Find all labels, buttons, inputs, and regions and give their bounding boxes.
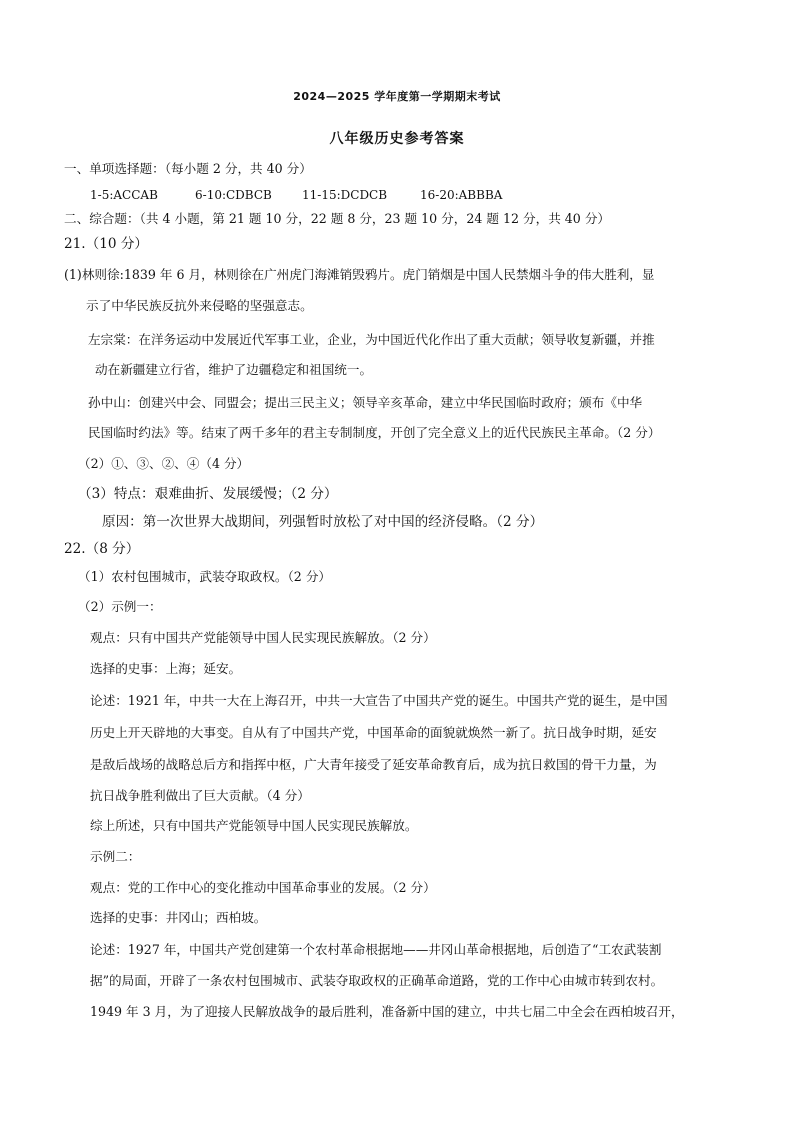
q22-number: 22.（8 分） [64,541,140,557]
q21-p1-line3: 左宗棠：在洋务运动中发展近代军事工业，企业，为中国近代化作出了重大贡献；领导收复新疆，并推 [88,332,655,347]
mc-answer-6-10: 6-10:CDBCB [195,188,272,202]
q22-ex2-view: 观点：党的工作中心的变化推动中国革命事业的发展。（2 分） [90,880,436,895]
q21-p3-line2: 原因：第一次世界大战期间，列强暂时放松了对中国的经济侵略。（2 分） [102,514,544,530]
q21-p1-line5: 孙中山：创建兴中会、同盟会；提出三民主义；领导辛亥革命，建立中华民国临时政府；颁布《中华 [88,395,643,410]
exam-title: 2024—2025 学年度第一学期期末考试 [293,90,501,103]
q22-ex1-conclusion: 综上所述，只有中国共产党能领导中国人民实现民族解放。 [90,818,418,833]
q22-ex2-facts: 选择的史事：井冈山；西柏坡。 [90,910,267,925]
q22-ex1-view: 观点：只有中国共产党能领导中国人民实现民族解放。（2 分） [90,630,436,645]
q22-ex1-line4: 抗日战争胜利做出了巨大贡献。（4 分） [90,788,310,803]
q22-p2: （2）示例一： [78,599,162,614]
q21-p1-line6: 民国临时约法》等。结束了两千多年的君主专制制度，开创了完全意义上的近代民族民主革命。（2 分） [88,425,661,440]
q22-ex2-label: 示例二： [90,849,141,864]
q22-ex1-line3: 是敌后战场的战略总后方和指挥中枢，广大青年接受了延安革命教育后，成为抗日救国的骨干力量，为 [90,757,657,772]
q21-p1-line2: 示了中华民族反抗外来侵略的坚强意志。 [86,298,313,313]
part2-heading: 二、综合题：（共 4 小题，第 21 题 10 分，22 题 8 分，23 题 10 分，24 题 12 分，共 40 分） [64,211,611,226]
q22-p1: （1）农村包围城市，武装夺取政权。（2 分） [78,569,332,584]
q21-p3-line1: （3）特点：艰难曲折、发展缓慢；（2 分） [78,486,338,502]
mc-answer-1-5: 1-5:ACCAB [90,188,158,202]
q22-ex2-line1: 论述：1927 年，中国共产党创建第一个农村革命根据地——井冈山革命根据地，后创造了“工农武装割 [90,942,662,957]
q22-ex1-line1: 论述：1921 年，中共一大在上海召开，中共一大宣告了中国共产党的诞生。中国共产党的诞生，是中国 [90,693,668,708]
q21-p2: （2）①、③、②、④（4 分） [78,456,250,471]
q22-ex1-facts: 选择的史事：上海；延安。 [90,661,242,676]
mc-answer-11-15: 11-15:DCDCB [302,188,388,202]
q21-p1-line1: (1)林则徐:1839 年 6 月，林则徐在广州虎门海滩销毁鸦片。虎门销烟是中国人民禁烟斗争的伟大胜利，显 [64,267,655,282]
q21-number: 21.（10 分） [64,236,149,252]
mc-answer-16-20: 16-20:ABBBA [420,188,503,202]
q22-ex2-line2: 据”的局面，开辟了一条农村包围城市、武装夺取政权的正确革命道路，党的工作中心由城市转到农村。 [90,973,664,988]
part1-heading: 一、单项选择题：（每小题 2 分，共 40 分） [64,161,312,176]
q22-ex2-line3: 1949 年 3 月，为了迎接人民解放战争的最后胜利，准备新中国的建立，中共七届二中全会在西柏坡召开， [90,1004,684,1019]
q21-p1-line4: 动在新疆建立行省，维护了边疆稳定和祖国统一。 [95,362,373,377]
q22-ex1-line2: 历史上开天辟地的大事变。自从有了中国共产党，中国革命的面貌就焕然一新了。抗日战争时期，延安 [90,725,657,740]
answer-key-title: 八年级历史参考答案 [329,131,465,147]
